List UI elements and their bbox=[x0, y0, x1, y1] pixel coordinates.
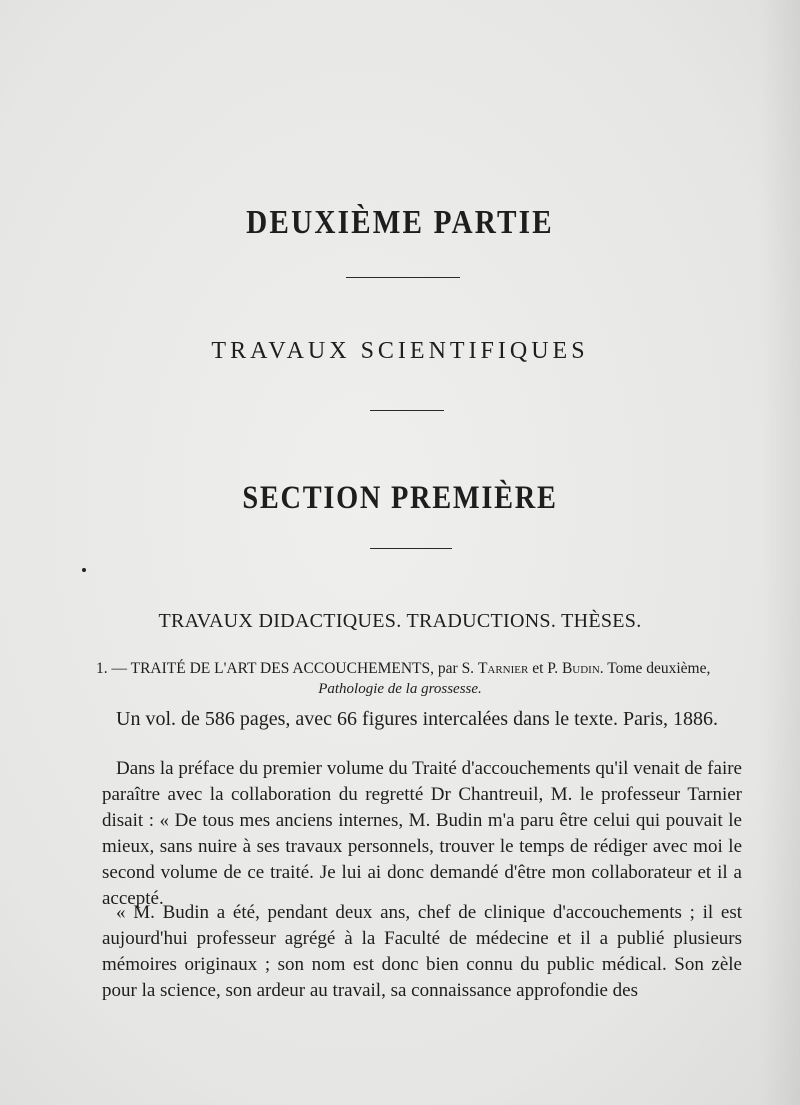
paragraph: « M. Budin a été, pendant deux ans, chef de clinique d'accouchements ; il est aujourd'hui professeur agrégé à la Faculté de médecine et il a publié plusieurs mémoires originaux ; son nom est donc bien connu du public médical. Son zèle pour la science, son ardeur au travail, sa connaissance approfondie des bbox=[102, 902, 742, 1001]
volume-line: Un vol. de 586 pages, avec 66 figures intercalées dans le texte. Paris, 1886. bbox=[116, 708, 719, 730]
part-title: DEUXIÈME PARTIE bbox=[246, 204, 554, 241]
divider-rule bbox=[346, 277, 460, 278]
ink-spot bbox=[82, 568, 86, 572]
page-edge-shadow bbox=[760, 0, 800, 1105]
entry-title: TRAITÉ DE L'ART DES ACCOUCHEMENTS, bbox=[130, 660, 435, 677]
section-heading: TRAVAUX DIDACTIQUES. TRADUCTIONS. THÈSES. bbox=[158, 610, 642, 632]
divider-rule bbox=[370, 410, 444, 411]
bibliography-entry bbox=[96, 660, 756, 678]
section-title: SECTION PREMIÈRE bbox=[242, 480, 558, 516]
author2-initial: P. bbox=[547, 660, 559, 677]
entry-and: et bbox=[532, 660, 544, 677]
author2-name: Budin bbox=[561, 660, 600, 677]
entry-subtitle: Pathologie de la grossesse. bbox=[318, 681, 482, 697]
subtitle: TRAVAUX SCIENTIFIQUES bbox=[211, 338, 589, 364]
author1-initial: S. bbox=[461, 660, 475, 677]
author1-name: Tarnier bbox=[477, 660, 529, 677]
entry-number: 1. — bbox=[96, 660, 127, 677]
divider-rule bbox=[370, 548, 452, 549]
paragraph: Dans la préface du premier volume du Traité d'accouchements qu'il venait de faire paraître avec la collaboration du regretté Dr Chantreuil, M. le professeur Tarnier disait : « De tous mes anciens internes, M. Budin m'a paru être celui qui pouvait le mieux, sans nuire à ses travaux personnels, trouver le temps de rédiger avec moi le second volume de ce traité. Je lui ai donc demandé d'être mon collaborateur et il a accepté. bbox=[102, 758, 742, 909]
entry-tome: . Tome deuxième, bbox=[599, 660, 711, 677]
entry-by: par bbox=[437, 660, 458, 677]
